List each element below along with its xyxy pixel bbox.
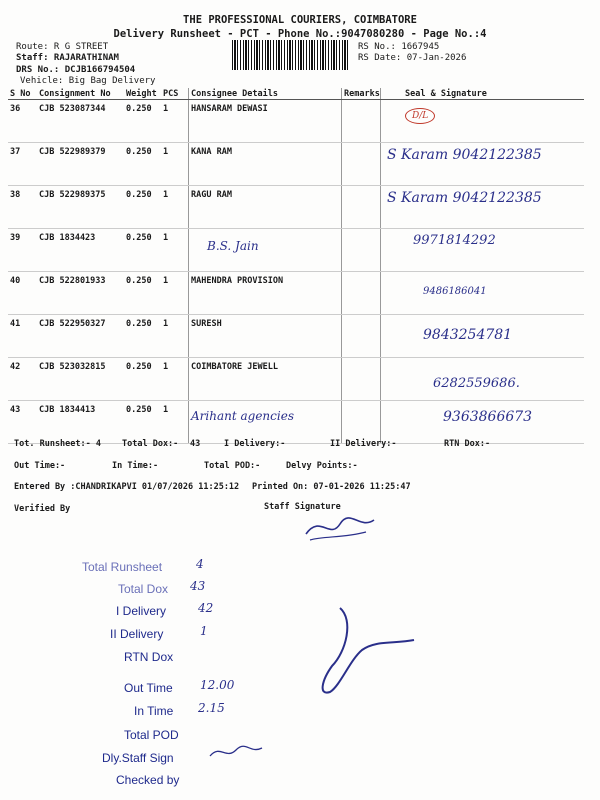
row-weight: 0.250	[124, 401, 161, 444]
row-pcs: 1	[161, 100, 189, 143]
row-sno: 38	[8, 186, 37, 229]
ii-delivery: II Delivery:-	[330, 439, 397, 449]
staff-signature-scribble	[300, 510, 380, 546]
row-consignment: CJB 522950327	[37, 315, 124, 358]
checker-signature-scribble	[310, 600, 420, 700]
total-dox-value: 43	[190, 439, 201, 449]
stamp-total-pod: Total POD	[124, 728, 179, 742]
route: Route: R G STREET	[16, 42, 109, 52]
vehicle: Vehicle: Big Bag Delivery	[20, 76, 156, 86]
col-remarks: Remarks	[342, 88, 381, 100]
row-signature	[381, 401, 585, 444]
row-signature	[381, 315, 585, 358]
stamp-staff-sign-scribble	[206, 742, 266, 762]
row-sno: 36	[8, 100, 37, 143]
row-consignee: HANSARAM DEWASI	[189, 100, 342, 143]
stamp-ii-delivery-value: 1	[200, 624, 208, 638]
runsheet-subtitle: Delivery Runsheet - PCT - Phone No.:9047080280 - Page No.:4	[113, 28, 487, 40]
delivery-points: Delvy Points:-	[286, 461, 358, 471]
row-signature	[381, 143, 585, 186]
in-time: In Time:-	[112, 461, 159, 471]
handwritten-signature: 9486186041	[423, 286, 487, 297]
runsheet-table	[8, 88, 584, 444]
row-weight: 0.250	[124, 143, 161, 186]
table-row	[8, 358, 584, 401]
col-consignee: Consignee Details	[189, 88, 342, 100]
staff-signature-label: Staff Signature	[264, 502, 341, 512]
row-pcs: 1	[161, 186, 189, 229]
row-signature	[381, 229, 585, 272]
drs-number: DRS No.: DCJB166794504	[16, 65, 136, 75]
handwritten-signature: 6282559686.	[433, 376, 520, 391]
col-pcs: PCS	[161, 88, 189, 100]
row-weight: 0.250	[124, 229, 161, 272]
entered-by: Entered By :CHANDRIKAPVI 01/07/2026 11:25:12	[14, 482, 240, 492]
row-sno: 43	[8, 401, 37, 444]
stamp-total-runsheet-value: 4	[196, 557, 204, 571]
stamp-i-delivery-value: 42	[198, 601, 214, 615]
stamp-total-dox: Total Dox	[118, 582, 169, 596]
row-consignee: KANA RAM	[189, 143, 342, 186]
row-consignee	[189, 401, 342, 444]
stamp-in-time-value: 2.15	[198, 701, 225, 715]
row-sno: 40	[8, 272, 37, 315]
row-pcs: 1	[161, 229, 189, 272]
row-remarks	[342, 229, 381, 272]
table-row	[8, 143, 584, 186]
col-sno: S No	[8, 88, 37, 100]
row-remarks	[342, 272, 381, 315]
table-row	[8, 229, 584, 272]
total-pod: Total POD:-	[204, 461, 261, 471]
row-consignee: RAGU RAM	[189, 186, 342, 229]
stamp-out-time: Out Time	[124, 681, 173, 695]
handwritten-signature: 9971814292	[413, 233, 496, 248]
row-weight: 0.250	[124, 315, 161, 358]
stamp-total-dox-value: 43	[190, 579, 206, 593]
row-weight: 0.250	[124, 186, 161, 229]
row-weight: 0.250	[124, 272, 161, 315]
handwritten-signature: 9843254781	[423, 327, 513, 343]
row-remarks	[342, 186, 381, 229]
table-row	[8, 401, 584, 444]
table-row	[8, 272, 584, 315]
row-consignee: COIMBATORE JEWELL	[189, 358, 342, 401]
stamp-staff-sign: Dly.Staff Sign	[102, 751, 174, 765]
row-consignment: CJB 1834413	[37, 401, 124, 444]
stamp-checked-by: Checked by	[116, 773, 180, 787]
staff: Staff: RAJARATHINAM	[16, 53, 119, 63]
col-weight: Weight	[124, 88, 161, 100]
col-seal: Seal & Signature	[381, 88, 585, 100]
row-pcs: 1	[161, 401, 189, 444]
row-remarks	[342, 315, 381, 358]
row-consignee: SURESH	[189, 315, 342, 358]
out-time: Out Time:-	[14, 461, 66, 471]
row-remarks	[342, 401, 381, 444]
row-pcs: 1	[161, 358, 189, 401]
row-consignment: CJB 522989375	[37, 186, 124, 229]
row-weight: 0.250	[124, 100, 161, 143]
row-remarks	[342, 143, 381, 186]
table-row	[8, 100, 584, 143]
row-signature	[381, 186, 585, 229]
row-pcs: 1	[161, 272, 189, 315]
row-consignment: CJB 522801933	[37, 272, 124, 315]
printed-on: Printed On: 07-01-2026 11:25:47	[252, 482, 411, 492]
stamp-ii-delivery: II Delivery	[110, 627, 164, 641]
handwritten-signature: S Karam 9042122385	[387, 190, 542, 206]
row-consignee: MAHENDRA PROVISION	[189, 272, 342, 315]
handwritten-consignee: Arihant agencies	[191, 409, 294, 423]
stamp-total-runsheet: Total Runsheet	[82, 560, 163, 574]
row-remarks	[342, 358, 381, 401]
verified-by: Verified By	[14, 504, 71, 514]
handwritten-consignee: B.S. Jain	[207, 239, 259, 253]
row-sno: 41	[8, 315, 37, 358]
row-signature	[381, 100, 585, 143]
rs-number: RS No.: 1667945	[358, 42, 440, 52]
rtn-dox: RTN Dox:-	[444, 439, 491, 449]
stamp-in-time: In Time	[134, 704, 174, 718]
company-name: THE PROFESSIONAL COURIERS, COIMBATORE	[183, 14, 417, 26]
total-runsheet: Tot. Runsheet:- 4	[14, 439, 101, 449]
row-consignment: CJB 1834423	[37, 229, 124, 272]
total-dox-label: Total Dox:-	[122, 439, 179, 449]
row-consignment: CJB 522989379	[37, 143, 124, 186]
row-remarks	[342, 100, 381, 143]
row-weight: 0.250	[124, 358, 161, 401]
row-sno: 42	[8, 358, 37, 401]
i-delivery: I Delivery:-	[224, 439, 286, 449]
rs-date: RS Date: 07-Jan-2026	[358, 53, 467, 63]
row-consignee	[189, 229, 342, 272]
stamp-rtn-dox: RTN Dox	[124, 650, 174, 664]
stamp-out-time-value: 12.00	[200, 678, 235, 692]
dl-mark: D/L	[405, 108, 435, 124]
col-consignment: Consignment No	[37, 88, 124, 100]
stamp-i-delivery: I Delivery	[116, 604, 167, 618]
barcode	[232, 40, 350, 70]
row-sno: 39	[8, 229, 37, 272]
row-signature	[381, 272, 585, 315]
row-sno: 37	[8, 143, 37, 186]
row-consignment: CJB 523087344	[37, 100, 124, 143]
handwritten-signature: S Karam 9042122385	[387, 147, 542, 163]
row-consignment: CJB 523032815	[37, 358, 124, 401]
row-signature	[381, 358, 585, 401]
table-row	[8, 315, 584, 358]
table-row	[8, 186, 584, 229]
row-pcs: 1	[161, 315, 189, 358]
handwritten-signature: 9363866673	[443, 409, 533, 425]
row-pcs: 1	[161, 143, 189, 186]
